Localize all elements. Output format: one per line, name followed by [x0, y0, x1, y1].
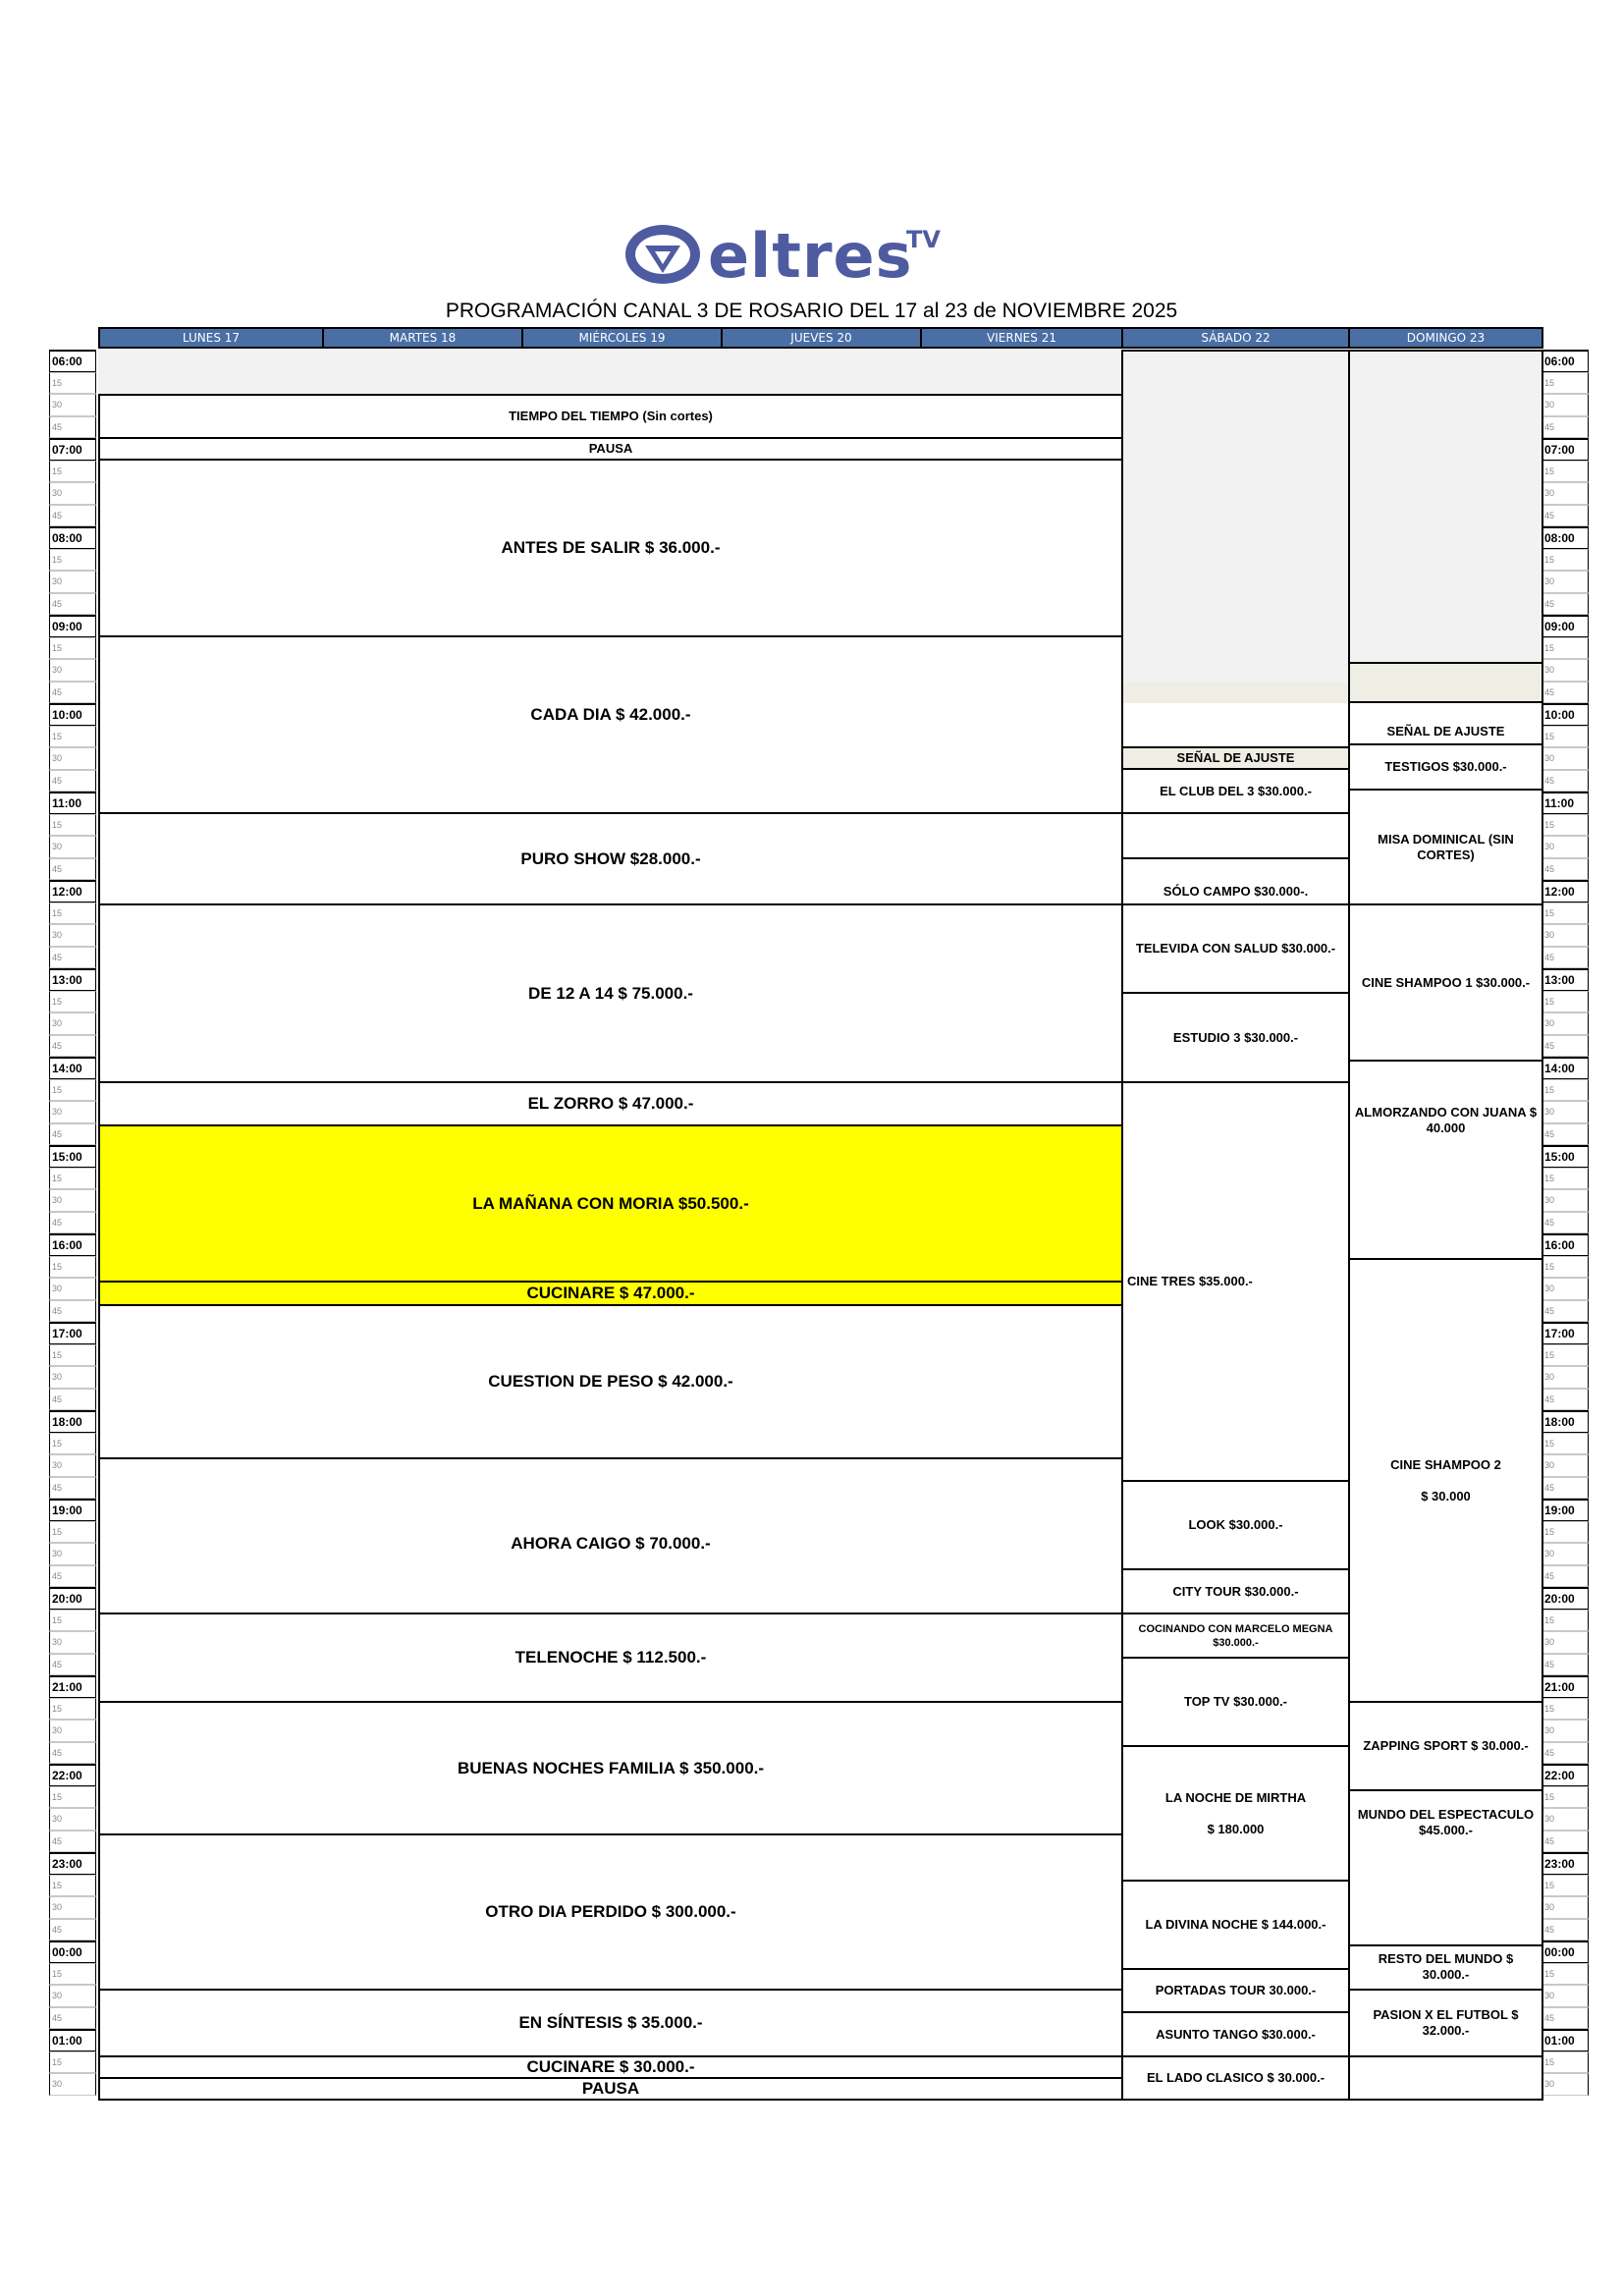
time-label-quarter: 15 — [49, 902, 96, 925]
time-label-quarter: 15 — [49, 1433, 96, 1455]
time-label-hour: 23:00 — [1542, 1852, 1589, 1875]
time-label-hour: 10:00 — [49, 703, 96, 726]
time-label-quarter: 15 — [1542, 1344, 1589, 1367]
time-label-quarter: 30 — [49, 1896, 96, 1919]
time-label-quarter: 15 — [49, 1256, 96, 1279]
time-label-quarter: 45 — [49, 1035, 96, 1058]
sunday-program-almorzando-con-juana: ALMORZANDO CON JUANA $ 40.000 — [1348, 1060, 1543, 1260]
time-label-quarter: 15 — [49, 1521, 96, 1544]
time-label-quarter: 15 — [1542, 991, 1589, 1013]
day-header-friday: VIERNES 21 — [920, 327, 1123, 349]
time-label-quarter: 45 — [1542, 1831, 1589, 1853]
time-label-quarter: 30 — [1542, 571, 1589, 593]
time-label-quarter: 30 — [49, 836, 96, 858]
saturday-program-cocinando-con-marcelo-megna: COCINANDO CON MARCELO MEGNA $30.000.- — [1121, 1613, 1350, 1659]
time-label-quarter: 30 — [49, 1101, 96, 1123]
time-label-hour: 15:00 — [1542, 1145, 1589, 1168]
time-label-quarter: 15 — [1542, 1433, 1589, 1455]
time-label-quarter: 30 — [49, 1366, 96, 1389]
time-label-hour: 08:00 — [1542, 526, 1589, 549]
weekday-slot-empty — [98, 350, 1123, 394]
sunday-slot-empty — [1348, 350, 1543, 664]
time-label-quarter: 45 — [1542, 1300, 1589, 1323]
time-label-quarter: 15 — [49, 1786, 96, 1809]
sunday-program-testigos: TESTIGOS $30.000.- — [1348, 743, 1543, 791]
time-label-hour: 07:00 — [1542, 438, 1589, 461]
time-label-quarter: 30 — [1542, 1985, 1589, 2007]
sunday-program-senal-de-ajuste: SEÑAL DE AJUSTE — [1348, 701, 1543, 745]
sunday-program-cine-shampoo-1: CINE SHAMPOO 1 $30.000.- — [1348, 903, 1543, 1062]
time-label-quarter: 30 — [1542, 836, 1589, 858]
time-label-quarter: 15 — [49, 1079, 96, 1102]
time-label-quarter: 45 — [49, 682, 96, 704]
time-label-quarter: 45 — [49, 1831, 96, 1853]
time-label-quarter: 15 — [1542, 1079, 1589, 1102]
time-label-hour: 01:00 — [1542, 2029, 1589, 2051]
time-label-quarter: 30 — [49, 2073, 96, 2096]
time-label-quarter: 45 — [1542, 1919, 1589, 1941]
time-label-hour: 10:00 — [1542, 703, 1589, 726]
saturday-program-el-lado-clasico: EL LADO CLASICO $ 30.000.- — [1121, 2055, 1350, 2101]
time-label-hour: 00:00 — [49, 1941, 96, 1963]
time-label-hour: 12:00 — [49, 880, 96, 902]
day-header-wednesday: MIÉRCOLES 19 — [521, 327, 723, 349]
time-label-quarter: 45 — [1542, 1742, 1589, 1765]
weekday-program-de-12-a-14: DE 12 A 14 $ 75.000.- — [98, 903, 1123, 1083]
time-label-hour: 06:00 — [1542, 350, 1589, 372]
time-label-quarter: 15 — [1542, 814, 1589, 837]
time-label-quarter: 45 — [1542, 1123, 1589, 1146]
time-label-quarter: 30 — [49, 394, 96, 416]
time-label-quarter: 45 — [1542, 1035, 1589, 1058]
saturday-program-estudio-3: ESTUDIO 3 $30.000.- — [1121, 992, 1350, 1083]
time-label-quarter: 45 — [1542, 593, 1589, 616]
saturday-program-el-club-del-3: EL CLUB DEL 3 $30.000.- — [1121, 768, 1350, 814]
time-label-hour: 20:00 — [1542, 1587, 1589, 1610]
weekday-program-telenoche: TELENOCHE $ 112.500.- — [98, 1613, 1123, 1703]
saturday-program-look: LOOK $30.000.- — [1121, 1480, 1350, 1570]
time-label-hour: 13:00 — [1542, 968, 1589, 991]
weekday-program-buenas-noches-familia: BUENAS NOCHES FAMILIA $ 350.000.- — [98, 1701, 1123, 1835]
saturday-program-solo-campo: SÓLO CAMPO $30.000-. — [1121, 857, 1350, 905]
day-header-sunday: DOMINGO 23 — [1348, 327, 1543, 349]
time-label-quarter: 15 — [1542, 637, 1589, 660]
time-label-quarter: 45 — [49, 1212, 96, 1234]
time-label-quarter: 45 — [49, 593, 96, 616]
time-label-hour: 08:00 — [49, 526, 96, 549]
weekday-program-pausa-night: PAUSA — [98, 2077, 1123, 2101]
time-label-hour: 00:00 — [1542, 1941, 1589, 1963]
time-label-hour: 18:00 — [49, 1410, 96, 1433]
time-label-hour: 14:00 — [49, 1057, 96, 1079]
saturday-slot-empty — [1121, 350, 1350, 683]
time-label-quarter: 15 — [1542, 1698, 1589, 1721]
time-label-quarter: 15 — [1542, 902, 1589, 925]
time-label-quarter: 30 — [49, 1012, 96, 1035]
time-label-hour: 11:00 — [49, 792, 96, 814]
page-title: PROGRAMACIÓN CANAL 3 DE ROSARIO DEL 17 al 23 de NOVIEMBRE 2025 — [445, 300, 1178, 322]
weekday-program-cuestion-de-peso: CUESTION DE PESO $ 42.000.- — [98, 1304, 1123, 1459]
time-label-quarter: 45 — [49, 1654, 96, 1676]
time-label-quarter: 30 — [1542, 747, 1589, 770]
time-label-quarter: 30 — [49, 1985, 96, 2007]
time-label-quarter: 30 — [49, 1631, 96, 1654]
time-label-quarter: 45 — [1542, 505, 1589, 527]
eltres-tv-logo — [623, 218, 947, 295]
time-label-hour: 17:00 — [49, 1322, 96, 1344]
time-label-quarter: 45 — [49, 947, 96, 969]
weekday-program-la-manana-con-moria: LA MAÑANA CON MORIA $50.500.- — [98, 1124, 1123, 1283]
time-label-quarter: 30 — [1542, 1631, 1589, 1654]
time-label-quarter: 30 — [49, 747, 96, 770]
time-label-quarter: 45 — [1542, 1389, 1589, 1411]
sunday-program-mundo-del-espectaculo: MUNDO DEL ESPECTACULO $45.000.- — [1348, 1789, 1543, 1946]
sunday-program-cine-shampoo-2: CINE SHAMPOO 2 $ 30.000 — [1348, 1258, 1543, 1703]
time-label-quarter: 45 — [1542, 1477, 1589, 1500]
time-label-quarter: 30 — [1542, 1101, 1589, 1123]
time-label-quarter: 30 — [1542, 1896, 1589, 1919]
weekday-program-antes-de-salir: ANTES DE SALIR $ 36.000.- — [98, 459, 1123, 637]
saturday-program-televida-con-salud: TELEVIDA CON SALUD $30.000.- — [1121, 903, 1350, 994]
time-label-quarter: 15 — [49, 1963, 96, 1986]
time-label-hour: 17:00 — [1542, 1322, 1589, 1344]
time-label-hour: 16:00 — [1542, 1233, 1589, 1256]
weekday-program-pausa-morning: PAUSA — [98, 437, 1123, 461]
time-label-quarter: 45 — [49, 858, 96, 881]
time-label-quarter: 15 — [49, 637, 96, 660]
weekday-program-el-zorro: EL ZORRO $ 47.000.- — [98, 1081, 1123, 1126]
saturday-slot-blank — [1121, 812, 1350, 859]
time-label-quarter: 15 — [1542, 1256, 1589, 1279]
weekday-program-en-sintesis: EN SÍNTESIS $ 35.000.- — [98, 1989, 1123, 2057]
time-label-quarter: 30 — [1542, 1189, 1589, 1212]
time-label-quarter: 30 — [49, 924, 96, 947]
time-label-quarter: 30 — [49, 1543, 96, 1565]
time-label-quarter: 45 — [49, 1919, 96, 1941]
time-label-quarter: 15 — [1542, 1875, 1589, 1897]
time-label-quarter: 45 — [49, 416, 96, 439]
weekday-program-otro-dia-perdido: OTRO DIA PERDIDO $ 300.000.- — [98, 1833, 1123, 1991]
saturday-program-asunto-tango: ASUNTO TANGO $30.000.- — [1121, 2011, 1350, 2057]
time-label-quarter: 15 — [1542, 726, 1589, 748]
time-label-quarter: 30 — [49, 482, 96, 505]
time-label-quarter: 15 — [49, 1875, 96, 1897]
time-label-hour: 14:00 — [1542, 1057, 1589, 1079]
time-label-quarter: 45 — [49, 1389, 96, 1411]
saturday-program-city-tour: CITY TOUR $30.000.- — [1121, 1568, 1350, 1614]
time-label-quarter: 30 — [1542, 2073, 1589, 2096]
time-label-quarter: 45 — [1542, 1654, 1589, 1676]
time-label-hour: 18:00 — [1542, 1410, 1589, 1433]
time-label-hour: 16:00 — [49, 1233, 96, 1256]
saturday-program-top-tv: TOP TV $30.000.- — [1121, 1657, 1350, 1747]
saturday-program-senal-de-ajuste: SEÑAL DE AJUSTE — [1121, 746, 1350, 770]
sunday-program-zapping-sport: ZAPPING SPORT $ 30.000.- — [1348, 1701, 1543, 1791]
time-label-quarter: 30 — [1542, 1012, 1589, 1035]
time-label-quarter: 15 — [49, 372, 96, 395]
time-label-hour: 09:00 — [49, 615, 96, 637]
time-label-quarter: 45 — [49, 1565, 96, 1588]
time-label-quarter: 30 — [1542, 1366, 1589, 1389]
time-label-quarter: 30 — [1542, 1543, 1589, 1565]
time-label-quarter: 30 — [49, 1720, 96, 1742]
time-label-quarter: 15 — [1542, 461, 1589, 483]
logo-tv-mark: TV — [906, 226, 941, 253]
time-label-hour: 01:00 — [49, 2029, 96, 2051]
time-label-quarter: 15 — [49, 814, 96, 837]
time-label-hour: 06:00 — [49, 350, 96, 372]
sunday-program-pasion-x-el-futbol: PASION X EL FUTBOL $ 32.000.- — [1348, 1989, 1543, 2057]
time-label-hour: 21:00 — [1542, 1675, 1589, 1698]
sunday-program-resto-del-mundo: RESTO DEL MUNDO $ 30.000.- — [1348, 1944, 1543, 1991]
saturday-slot-empty-2 — [1123, 682, 1348, 703]
weekday-program-cucinare: CUCINARE $ 47.000.- — [98, 1281, 1123, 1306]
time-label-quarter: 45 — [1542, 858, 1589, 881]
time-label-quarter: 15 — [49, 1698, 96, 1721]
time-label-hour: 19:00 — [49, 1499, 96, 1521]
time-label-hour: 21:00 — [49, 1675, 96, 1698]
time-label-quarter: 45 — [49, 1300, 96, 1323]
day-header-monday: LUNES 17 — [98, 327, 324, 349]
time-label-quarter: 30 — [1542, 1720, 1589, 1742]
time-label-quarter: 15 — [1542, 549, 1589, 572]
saturday-program-portadas-tour: PORTADAS TOUR 30.000.- — [1121, 1968, 1350, 2013]
eltres-eye-logo-icon — [623, 222, 704, 287]
time-label-quarter: 45 — [49, 770, 96, 793]
time-label-quarter: 45 — [49, 1123, 96, 1146]
time-label-quarter: 30 — [49, 571, 96, 593]
time-label-quarter: 30 — [1542, 1454, 1589, 1477]
time-label-quarter: 30 — [1542, 659, 1589, 682]
time-label-quarter: 45 — [49, 505, 96, 527]
weekday-program-ahora-caigo: AHORA CAIGO $ 70.000.- — [98, 1457, 1123, 1614]
time-label-hour: 12:00 — [1542, 880, 1589, 902]
time-label-quarter: 30 — [1542, 924, 1589, 947]
time-label-quarter: 45 — [49, 1477, 96, 1500]
saturday-program-la-noche-de-mirtha: LA NOCHE DE MIRTHA $ 180.000 — [1121, 1745, 1350, 1882]
saturday-program-la-divina-noche: LA DIVINA NOCHE $ 144.000.- — [1121, 1880, 1350, 1970]
time-label-quarter: 15 — [1542, 1786, 1589, 1809]
logo-wordmark: eltres — [708, 220, 913, 292]
schedule-grid — [49, 324, 1591, 2107]
time-label-hour: 20:00 — [49, 1587, 96, 1610]
weekday-program-cada-dia: CADA DIA $ 42.000.- — [98, 635, 1123, 814]
time-label-hour: 22:00 — [1542, 1764, 1589, 1786]
time-label-quarter: 15 — [49, 1168, 96, 1190]
time-label-quarter: 30 — [49, 1454, 96, 1477]
time-label-hour: 11:00 — [1542, 792, 1589, 814]
time-label-hour: 15:00 — [49, 1145, 96, 1168]
day-header-saturday: SÁBADO 22 — [1121, 327, 1350, 349]
time-label-quarter: 45 — [1542, 770, 1589, 793]
day-header-tuesday: MARTES 18 — [322, 327, 523, 349]
time-label-quarter: 15 — [49, 1610, 96, 1632]
sunday-program-misa-dominical: MISA DOMINICAL (SIN CORTES) — [1348, 789, 1543, 905]
weekday-program-cucinare-night: CUCINARE $ 30.000.- — [98, 2055, 1123, 2079]
time-label-quarter: 30 — [49, 1278, 96, 1300]
time-label-quarter: 45 — [1542, 1565, 1589, 1588]
time-label-quarter: 30 — [49, 1808, 96, 1831]
time-label-quarter: 15 — [1542, 372, 1589, 395]
sunday-slot-empty-2 — [1348, 662, 1543, 703]
saturday-program-cine-tres: CINE TRES $35.000.- — [1121, 1081, 1350, 1482]
sunday-slot-blank — [1348, 2055, 1543, 2101]
time-label-quarter: 45 — [1542, 1212, 1589, 1234]
time-label-quarter: 15 — [49, 1344, 96, 1367]
time-label-quarter: 30 — [1542, 482, 1589, 505]
time-label-hour: 23:00 — [49, 1852, 96, 1875]
time-label-quarter: 15 — [49, 549, 96, 572]
weekday-program-tiempo-del-tiempo: TIEMPO DEL TIEMPO (Sin cortes) — [98, 394, 1123, 439]
time-label-hour: 22:00 — [49, 1764, 96, 1786]
time-label-hour: 07:00 — [49, 438, 96, 461]
time-label-quarter: 45 — [49, 1742, 96, 1765]
time-label-quarter: 15 — [49, 726, 96, 748]
time-label-quarter: 45 — [1542, 947, 1589, 969]
time-label-hour: 09:00 — [1542, 615, 1589, 637]
time-label-quarter: 15 — [49, 991, 96, 1013]
time-label-quarter: 30 — [1542, 1278, 1589, 1300]
time-label-quarter: 45 — [1542, 2007, 1589, 2030]
time-label-hour: 19:00 — [1542, 1499, 1589, 1521]
time-label-quarter: 15 — [1542, 1521, 1589, 1544]
time-label-quarter: 45 — [1542, 416, 1589, 439]
weekday-program-puro-show: PURO SHOW $28.000.- — [98, 812, 1123, 905]
time-label-quarter: 15 — [1542, 2051, 1589, 2074]
time-label-quarter: 15 — [49, 2051, 96, 2074]
time-label-quarter: 30 — [49, 1189, 96, 1212]
time-label-quarter: 30 — [1542, 394, 1589, 416]
time-label-quarter: 15 — [1542, 1610, 1589, 1632]
time-label-quarter: 30 — [49, 659, 96, 682]
time-label-quarter: 45 — [1542, 682, 1589, 704]
day-header-thursday: JUEVES 20 — [721, 327, 922, 349]
time-label-hour: 13:00 — [49, 968, 96, 991]
time-label-quarter: 45 — [49, 2007, 96, 2030]
time-label-quarter: 15 — [1542, 1963, 1589, 1986]
time-label-quarter: 15 — [49, 461, 96, 483]
time-label-quarter: 30 — [1542, 1808, 1589, 1831]
time-label-quarter: 15 — [1542, 1168, 1589, 1190]
